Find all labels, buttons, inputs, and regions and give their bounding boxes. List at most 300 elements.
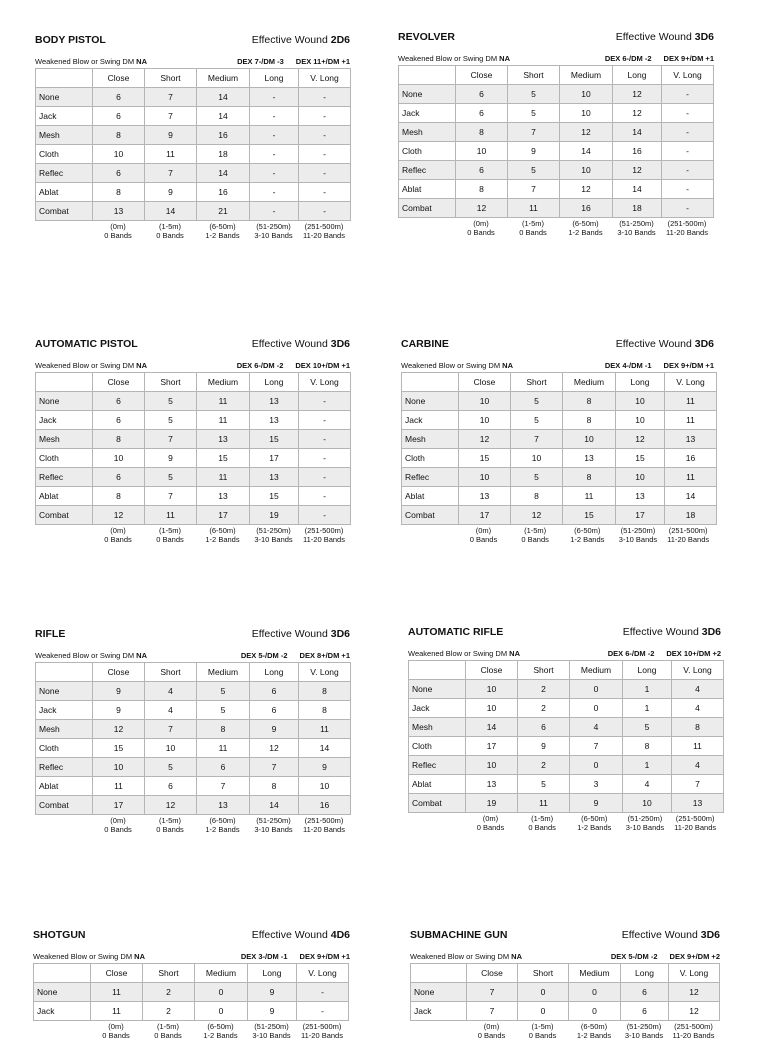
armor-label: Jack: [411, 1002, 467, 1021]
dex-low: DEX 4-/DM -1: [604, 361, 652, 370]
damage-value: 12: [511, 506, 563, 525]
dex-low: DEX 6-/DM -2: [604, 54, 652, 63]
wound-dice: 2D6: [330, 34, 350, 46]
damage-value: 17: [197, 506, 250, 525]
damage-value: 12: [613, 161, 662, 180]
damage-value: 4: [672, 680, 724, 699]
effective-wound: [252, 929, 350, 941]
range-bands: 1-2 Bands: [205, 535, 240, 544]
wound-label: Effective Wound: [251, 929, 328, 941]
wound-label: Effective Wound: [251, 628, 328, 640]
range-bands: 1-2 Bands: [205, 825, 240, 834]
corner-cell: [36, 69, 93, 88]
damage-value: 19: [466, 794, 518, 813]
range-bands: 0 Bands: [528, 1031, 557, 1040]
range-distance: (51-250m): [626, 1022, 662, 1031]
weakened-label: Weakened Blow or Swing DM: [33, 952, 133, 961]
range-distance: (1-5m): [156, 1022, 180, 1031]
range-distance: (0m): [475, 526, 492, 535]
modifier-line: [408, 649, 721, 660]
range-label: [561, 526, 614, 544]
damage-value: 11: [665, 392, 717, 411]
range-distance: (1-5m): [158, 816, 182, 825]
range-label: [455, 219, 507, 237]
range-label: [144, 222, 196, 240]
damage-value: 8: [93, 183, 145, 202]
damage-value: 13: [93, 202, 145, 221]
table-row: [399, 123, 714, 142]
column-header: Long: [616, 373, 665, 392]
range-distance: (6-50m): [209, 816, 236, 825]
armor-label: Ablat: [399, 180, 456, 199]
damage-value: 10: [466, 699, 518, 718]
damage-value: -: [662, 161, 714, 180]
corner-cell: [411, 964, 467, 983]
range-bands: 0 Bands: [469, 535, 498, 544]
armor-label: Jack: [36, 411, 93, 430]
damage-value: 15: [250, 430, 299, 449]
range-label: [509, 526, 561, 544]
range-bands: 3-10 Bands: [618, 535, 658, 544]
damage-value: 7: [672, 775, 724, 794]
range-label: [568, 814, 621, 832]
damage-value: 10: [459, 411, 511, 430]
damage-value: 11: [197, 468, 250, 487]
damage-value: 6: [93, 392, 145, 411]
damage-value: 10: [93, 145, 145, 164]
table-row: [409, 718, 724, 737]
damage-value: 7: [145, 107, 197, 126]
range-label: [465, 814, 517, 832]
header-row: [36, 373, 351, 392]
weapon-card: [35, 628, 350, 834]
weakened-blow-text: [410, 952, 522, 961]
damage-table: [408, 660, 724, 813]
table-row: [399, 104, 714, 123]
armor-label: Jack: [402, 411, 459, 430]
damage-value: 13: [250, 411, 299, 430]
damage-value: 15: [459, 449, 511, 468]
damage-value: 6: [456, 85, 508, 104]
range-distance: (51-250m): [627, 814, 663, 823]
damage-value: 0: [518, 1002, 569, 1021]
column-header: V. Long: [299, 373, 351, 392]
damage-value: 0: [570, 756, 623, 775]
damage-value: 12: [669, 983, 720, 1002]
damage-value: -: [250, 107, 299, 126]
damage-value: 2: [518, 680, 570, 699]
damage-value: 21: [197, 202, 250, 221]
damage-value: 7: [250, 758, 299, 777]
damage-value: 12: [250, 739, 299, 758]
armor-label: None: [36, 682, 93, 701]
range-bands: 0 Bands: [467, 228, 495, 237]
effective-wound: [622, 929, 720, 941]
table-row: [36, 506, 351, 525]
armor-label: Reflec: [399, 161, 456, 180]
damage-value: 12: [145, 796, 197, 815]
range-label: [517, 1022, 568, 1040]
column-header: Medium: [570, 661, 623, 680]
column-header: Long: [250, 663, 299, 682]
table-row: [36, 145, 351, 164]
damage-value: 14: [665, 487, 717, 506]
damage-value: -: [299, 164, 351, 183]
weapon-card: [410, 929, 720, 1040]
damage-value: 10: [623, 794, 672, 813]
range-label: [144, 526, 196, 544]
weakened-label: Weakened Blow or Swing DM: [35, 361, 135, 370]
armor-label: Combat: [36, 506, 93, 525]
range-label: [668, 1022, 719, 1040]
range-bands: 11-20 Bands: [667, 535, 710, 544]
damage-value: 4: [623, 775, 672, 794]
damage-value: 5: [197, 682, 250, 701]
range-bands: 1-2 Bands: [568, 228, 603, 237]
damage-value: 10: [456, 142, 508, 161]
range-label: [92, 526, 144, 544]
damage-value: 12: [669, 1002, 720, 1021]
column-header: V. Long: [665, 373, 717, 392]
damage-value: -: [297, 1002, 349, 1021]
damage-value: -: [250, 145, 299, 164]
range-distance: (0m): [108, 1022, 124, 1031]
damage-value: 7: [511, 430, 563, 449]
range-label: [466, 1022, 517, 1040]
damage-value: 12: [93, 720, 145, 739]
damage-value: 6: [621, 983, 669, 1002]
damage-value: 8: [93, 126, 145, 145]
damage-table: [35, 372, 351, 525]
damage-value: -: [662, 180, 714, 199]
weakened-label: Weakened Blow or Swing DM: [408, 649, 508, 658]
table-row: [36, 777, 351, 796]
column-header: Long: [621, 964, 669, 983]
wound-dice: 3D6: [330, 628, 350, 640]
table-row: [409, 699, 724, 718]
damage-value: 10: [299, 777, 351, 796]
weakened-value: NA: [509, 649, 521, 658]
armor-label: Cloth: [36, 739, 93, 758]
damage-value: 16: [299, 796, 351, 815]
damage-value: 2: [518, 699, 570, 718]
damage-value: 9: [248, 1002, 297, 1021]
range-bands: 0 Bands: [519, 228, 547, 237]
column-header: Medium: [197, 69, 250, 88]
damage-value: 7: [145, 88, 197, 107]
damage-value: 12: [616, 430, 665, 449]
column-header: Long: [250, 69, 299, 88]
damage-value: 5: [145, 758, 197, 777]
damage-value: -: [250, 88, 299, 107]
armor-label: Cloth: [399, 142, 456, 161]
range-distance: (6-50m): [209, 222, 236, 231]
damage-value: 10: [459, 468, 511, 487]
damage-value: -: [250, 183, 299, 202]
weakened-value: NA: [136, 651, 148, 660]
damage-value: 6: [250, 682, 299, 701]
wound-dice: 4D6: [330, 929, 350, 941]
damage-value: 5: [508, 104, 560, 123]
damage-value: -: [662, 85, 714, 104]
table-row: [36, 126, 351, 145]
damage-value: 9: [145, 183, 197, 202]
table-row: [409, 680, 724, 699]
damage-value: 8: [456, 123, 508, 142]
damage-value: 8: [623, 737, 672, 756]
range-distance: (1-5m): [524, 526, 547, 535]
damage-value: 10: [563, 430, 616, 449]
damage-value: -: [299, 506, 351, 525]
weapon-title: SUBMACHINE GUN: [410, 929, 508, 941]
armor-label: None: [36, 392, 93, 411]
range-label: [249, 526, 298, 544]
table-row: [399, 85, 714, 104]
range-distance: (51-250m): [254, 1022, 289, 1031]
damage-value: 15: [93, 739, 145, 758]
damage-value: 6: [197, 758, 250, 777]
armor-label: Combat: [409, 794, 466, 813]
armor-label: Mesh: [402, 430, 459, 449]
damage-value: 2: [143, 1002, 195, 1021]
damage-value: 13: [197, 487, 250, 506]
damage-value: 12: [613, 104, 662, 123]
column-header: Close: [456, 66, 508, 85]
damage-value: 0: [570, 680, 623, 699]
wound-dice: 3D6: [694, 338, 714, 350]
damage-table: [398, 65, 714, 218]
column-header: V. Long: [662, 66, 714, 85]
dex-high: DEX 9+/DM +2: [669, 952, 720, 961]
dex-low: DEX 6-/DM -2: [607, 649, 655, 658]
armor-label: Ablat: [36, 777, 93, 796]
weakened-blow-text: [33, 952, 145, 961]
damage-value: 17: [459, 506, 511, 525]
damage-value: 16: [665, 449, 717, 468]
corner-cell: [409, 661, 466, 680]
damage-value: 17: [466, 737, 518, 756]
damage-value: 9: [93, 682, 145, 701]
damage-value: 14: [197, 88, 250, 107]
column-header: Short: [145, 663, 197, 682]
damage-value: 13: [459, 487, 511, 506]
range-distance: (0m): [110, 526, 126, 535]
corner-cell: [402, 373, 459, 392]
damage-value: 14: [560, 142, 613, 161]
damage-value: 6: [93, 107, 145, 126]
modifier-line: [410, 952, 720, 963]
range-footer: [408, 814, 721, 832]
range-label: [194, 1022, 247, 1040]
dex-high: DEX 9+/DM +1: [663, 361, 714, 370]
damage-value: -: [299, 411, 351, 430]
damage-value: 1: [623, 699, 672, 718]
armor-label: Mesh: [409, 718, 466, 737]
dex-modifiers: [225, 57, 350, 66]
damage-value: 12: [560, 180, 613, 199]
damage-value: 11: [672, 737, 724, 756]
column-header: Medium: [195, 964, 248, 983]
range-bands: 11-20 Bands: [303, 825, 345, 834]
range-label: [249, 816, 298, 834]
column-header: Close: [93, 663, 145, 682]
armor-label: Mesh: [36, 430, 93, 449]
damage-value: -: [250, 164, 299, 183]
damage-value: 8: [563, 411, 616, 430]
damage-value: 10: [466, 756, 518, 775]
table-row: [36, 682, 351, 701]
damage-value: 7: [508, 180, 560, 199]
damage-value: -: [299, 126, 351, 145]
damage-value: 12: [93, 506, 145, 525]
damage-table: [33, 963, 349, 1021]
armor-label: Jack: [409, 699, 466, 718]
damage-value: 11: [299, 720, 351, 739]
damage-value: 1: [623, 756, 672, 775]
header-row: [34, 964, 349, 983]
damage-value: 10: [145, 739, 197, 758]
weakened-blow-text: [401, 361, 513, 370]
range-label: [458, 526, 510, 544]
damage-value: 3: [570, 775, 623, 794]
range-distance: (0m): [482, 814, 499, 823]
damage-value: 10: [616, 411, 665, 430]
footer-spacer: [408, 814, 465, 832]
range-distance: (51-250m): [619, 219, 654, 228]
damage-value: 12: [560, 123, 613, 142]
weapon-title: CARBINE: [401, 338, 449, 350]
range-label: [662, 526, 714, 544]
header-row: [36, 663, 351, 682]
table-row: [411, 983, 720, 1002]
range-label: [661, 219, 713, 237]
column-header: Close: [459, 373, 511, 392]
range-bands: 0 Bands: [104, 825, 132, 834]
damage-value: 5: [511, 411, 563, 430]
column-header: Close: [93, 69, 145, 88]
column-header: Close: [91, 964, 143, 983]
damage-value: 4: [145, 682, 197, 701]
armor-label: Jack: [399, 104, 456, 123]
range-bands: 1-2 Bands: [203, 1031, 238, 1040]
range-bands: 1-2 Bands: [577, 823, 612, 832]
range-footer: [35, 526, 350, 544]
range-label: [559, 219, 612, 237]
card-header: [401, 338, 714, 354]
footer-spacer: [35, 526, 92, 544]
armor-label: Mesh: [36, 720, 93, 739]
range-bands: 0 Bands: [476, 823, 505, 832]
range-bands: 1-2 Bands: [570, 535, 605, 544]
column-header: V. Long: [299, 69, 351, 88]
damage-value: 5: [511, 468, 563, 487]
effective-wound: [252, 34, 350, 46]
column-header: Long: [248, 964, 297, 983]
damage-value: 8: [299, 701, 351, 720]
damage-value: 8: [456, 180, 508, 199]
range-bands: 0 Bands: [528, 823, 556, 832]
damage-value: 12: [613, 85, 662, 104]
range-distance: (251-500m): [304, 222, 344, 231]
damage-value: 6: [621, 1002, 669, 1021]
table-row: [34, 1002, 349, 1021]
modifier-line: [398, 54, 714, 65]
table-row: [409, 737, 724, 756]
table-row: [402, 487, 717, 506]
range-distance: (0m): [110, 816, 126, 825]
range-footer: [33, 1022, 350, 1040]
column-header: Short: [143, 964, 195, 983]
range-label: [144, 816, 196, 834]
damage-value: 5: [145, 468, 197, 487]
damage-value: -: [299, 487, 351, 506]
damage-value: 11: [665, 411, 717, 430]
damage-value: 11: [145, 145, 197, 164]
modifier-line: [33, 952, 350, 963]
weakened-value: NA: [136, 57, 148, 66]
damage-value: 4: [145, 701, 197, 720]
effective-wound: [623, 626, 721, 638]
range-bands: 11-20 Bands: [672, 1031, 715, 1040]
damage-value: 10: [616, 392, 665, 411]
range-bands: 11-20 Bands: [666, 228, 708, 237]
armor-label: Mesh: [399, 123, 456, 142]
armor-label: Cloth: [402, 449, 459, 468]
range-bands: 0 Bands: [104, 231, 132, 240]
damage-value: 16: [560, 199, 613, 218]
armor-label: Combat: [36, 796, 93, 815]
damage-value: 17: [93, 796, 145, 815]
range-bands: 11-20 Bands: [674, 823, 717, 832]
armor-label: Reflec: [36, 468, 93, 487]
range-label: [196, 816, 249, 834]
range-bands: 11-20 Bands: [303, 231, 345, 240]
range-distance: (251-500m): [668, 526, 708, 535]
damage-value: 0: [195, 1002, 248, 1021]
armor-label: None: [409, 680, 466, 699]
header-row: [399, 66, 714, 85]
damage-value: 8: [197, 720, 250, 739]
effective-wound: [616, 31, 714, 43]
armor-label: Combat: [399, 199, 456, 218]
damage-table: [410, 963, 720, 1021]
damage-value: 8: [511, 487, 563, 506]
range-label: [298, 526, 350, 544]
range-label: [298, 816, 350, 834]
dex-modifiers: [596, 649, 721, 658]
damage-value: 11: [665, 468, 717, 487]
range-distance: (0m): [473, 219, 489, 228]
range-label: [621, 814, 670, 832]
damage-value: 0: [569, 983, 621, 1002]
weakened-blow-text: [35, 651, 147, 660]
damage-value: 18: [197, 145, 250, 164]
damage-value: 1: [623, 680, 672, 699]
damage-value: 18: [665, 506, 717, 525]
damage-value: 13: [197, 796, 250, 815]
table-row: [409, 794, 724, 813]
range-bands: 1-2 Bands: [205, 231, 240, 240]
table-row: [399, 142, 714, 161]
range-label: [568, 1022, 620, 1040]
armor-label: None: [36, 88, 93, 107]
weakened-value: NA: [136, 361, 148, 370]
column-header: Short: [518, 661, 570, 680]
damage-value: 12: [459, 430, 511, 449]
range-footer: [35, 222, 350, 240]
table-row: [402, 430, 717, 449]
damage-value: 13: [563, 449, 616, 468]
